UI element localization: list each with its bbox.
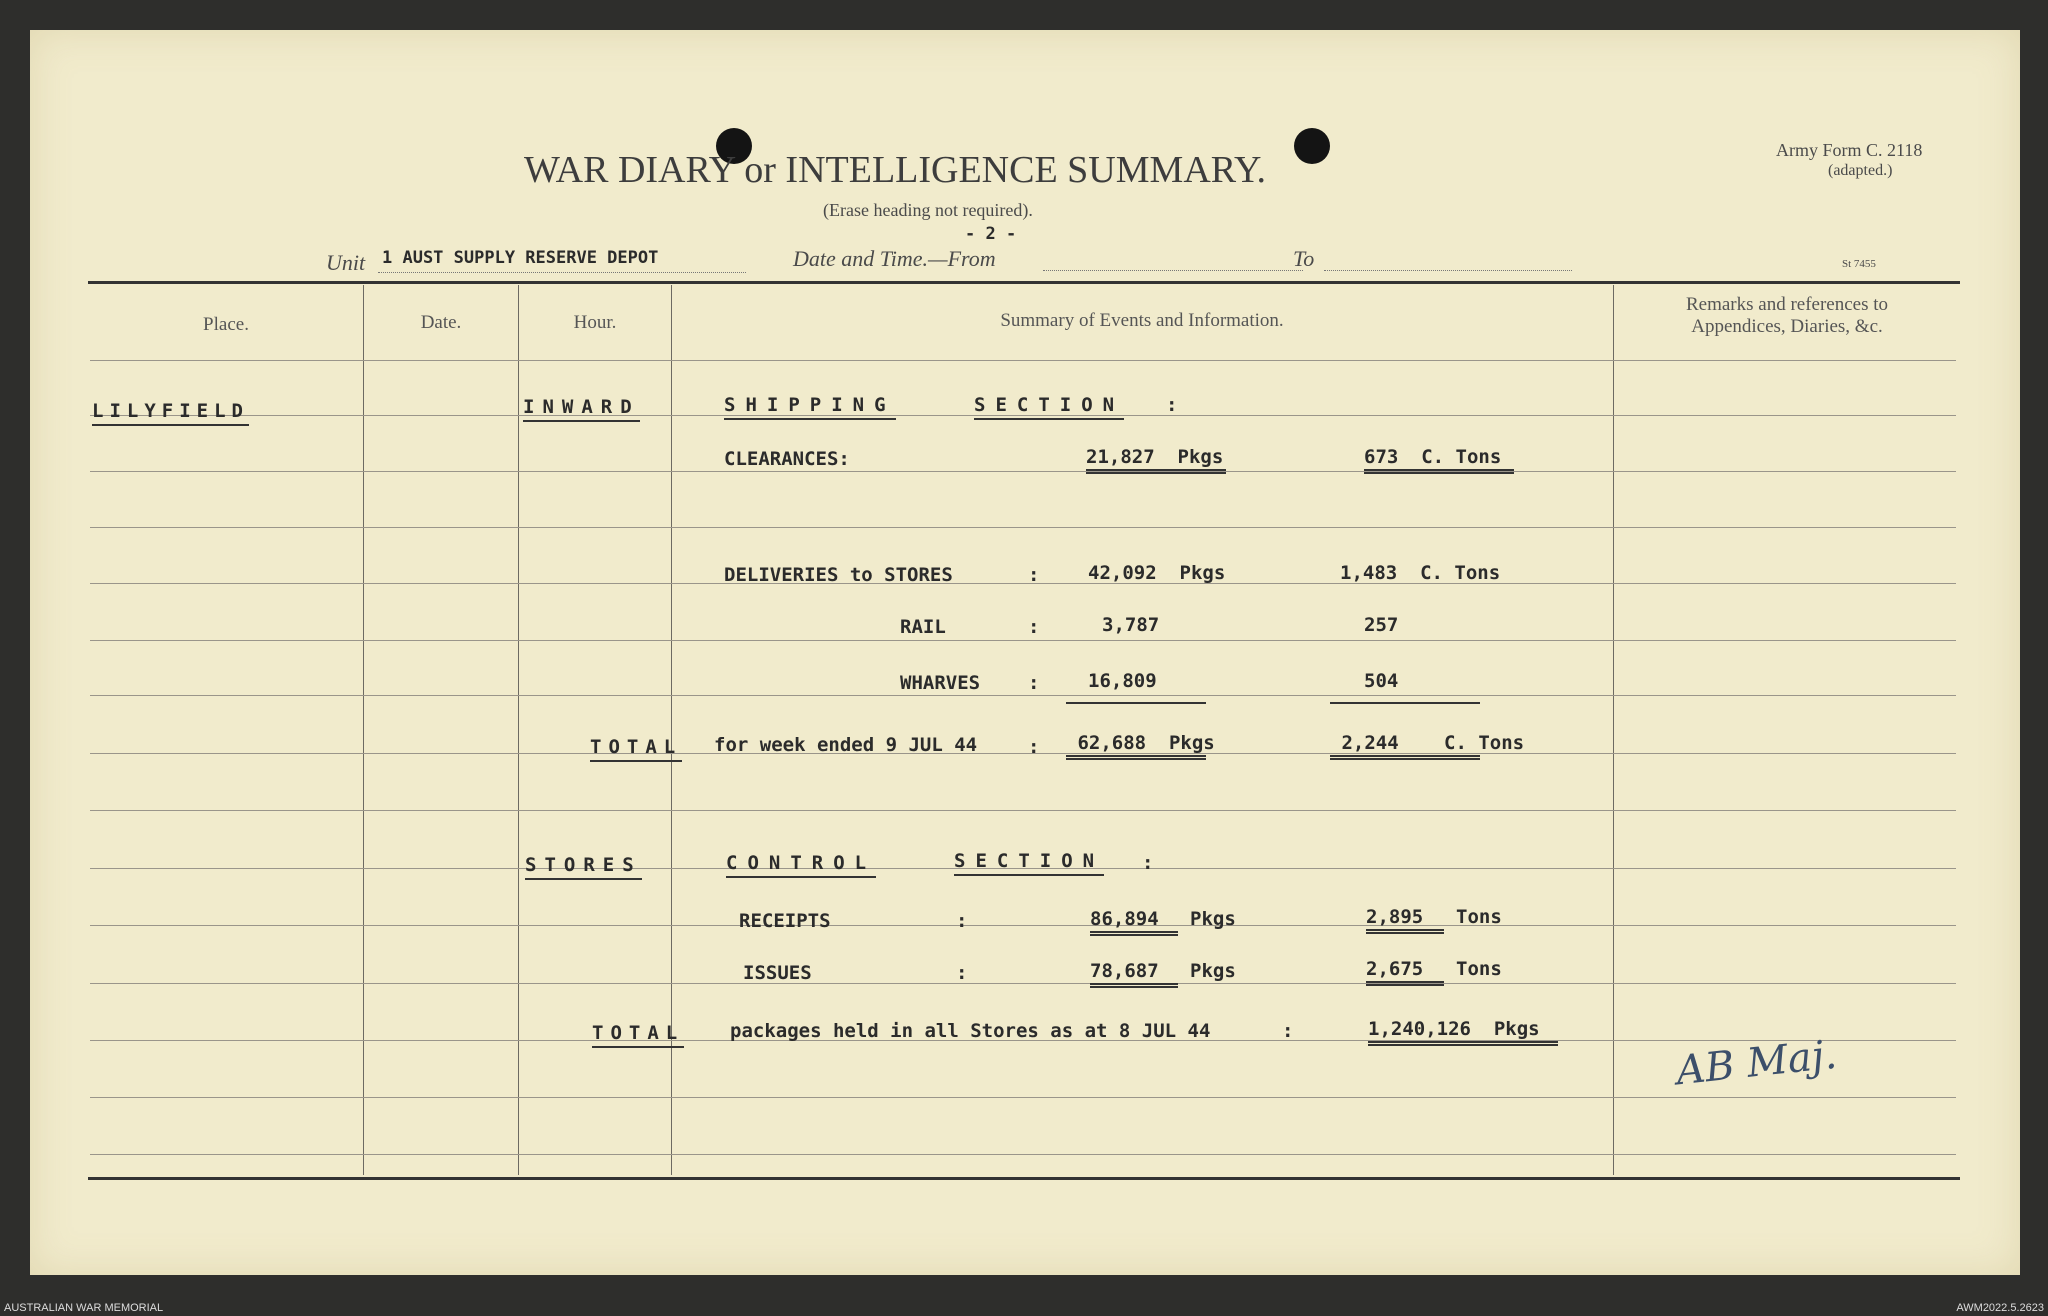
issues-pkgs: 78,687 — [1090, 960, 1178, 988]
form-title: WAR DIARY or INTELLIGENCE SUMMARY. — [524, 149, 1267, 191]
ruled-line — [90, 983, 1956, 984]
total-held-text: packages held in all Stores as at 8 JUL 44 — [730, 1020, 1211, 1042]
form-subtitle: (Erase heading not required). — [823, 200, 1033, 220]
total-held-pkgs-value: 1,240,126 — [1368, 1018, 1471, 1040]
clearances-pkgs-value: 21,827 — [1086, 446, 1155, 468]
issues-colon: : — [956, 962, 968, 984]
receipts-tons: 2,895 — [1366, 906, 1444, 934]
summary-remarks-divider — [1613, 285, 1614, 1175]
deliveries-tons — [1340, 562, 1500, 584]
total-held-word: TOTAL — [592, 1022, 684, 1048]
to-label: To — [1293, 246, 1315, 271]
footer-accession: AWM2022.5.2623 — [1956, 1302, 2044, 1314]
pkgs-unit: Pkgs — [1177, 446, 1224, 468]
clearances-tons — [1364, 446, 1514, 474]
rail-colon: : — [1028, 616, 1040, 638]
total-week-colon: : — [1028, 736, 1040, 758]
ruled-line — [90, 1154, 1956, 1155]
deliveries-tons-value: 1,483 — [1340, 562, 1398, 584]
form-code: St 7455 — [1842, 258, 1876, 270]
receipts-pkgs-unit: Pkgs — [1190, 908, 1236, 930]
issues-tons: 2,675 — [1366, 958, 1444, 986]
issues-pkgs-unit: Pkgs — [1190, 960, 1236, 982]
ruled-line — [90, 695, 1956, 696]
deliveries-pkgs — [1088, 562, 1225, 584]
wharves-label: WHARVES — [900, 672, 981, 694]
army-form-number: Army Form C. 2118 — [1776, 140, 1923, 160]
total-held-pkgs — [1368, 1018, 1558, 1046]
deliveries-pkgs-value: 42,092 — [1088, 562, 1157, 584]
inward-heading-colon: : — [1166, 394, 1178, 416]
issues-tons-unit: Tons — [1456, 958, 1502, 980]
rail-pkgs: 3,787 — [1102, 614, 1160, 636]
table-top-rule — [88, 281, 1960, 284]
place-entry: LILYFIELD — [92, 400, 249, 426]
receipts-label: RECEIPTS — [739, 910, 831, 932]
page-number: - 2 - — [965, 224, 1017, 244]
clearances-pkgs — [1086, 446, 1226, 474]
ruled-line — [90, 753, 1956, 754]
receipts-colon: : — [956, 910, 968, 932]
table-bottom-rule — [88, 1177, 1960, 1180]
ruled-line — [90, 925, 1956, 926]
col-hour: Hour. — [573, 312, 617, 333]
col-summary: Summary of Events and Information. — [1000, 310, 1284, 331]
diary-page — [30, 30, 2020, 1275]
ruled-line — [90, 471, 1956, 472]
inward-heading-3: SECTION — [974, 394, 1124, 420]
deliveries-colon: : — [1028, 564, 1040, 586]
pkgs-unit: Pkgs — [1179, 562, 1226, 584]
total-week-tons-value: 2,244 — [1341, 732, 1399, 754]
signature: AB Maj. — [1674, 1031, 1839, 1095]
total-week-tons-unit: C. Tons — [1444, 732, 1525, 754]
rail-tons: 257 — [1364, 614, 1399, 636]
stores-heading-1: STORES — [525, 854, 642, 880]
pkgs-unit: Pkgs — [1493, 1018, 1540, 1040]
ruled-line — [90, 583, 1956, 584]
inward-heading-2: SHIPPING — [724, 394, 896, 420]
receipts-pkgs: 86,894 — [1090, 908, 1178, 936]
col-date: Date. — [420, 312, 462, 333]
stores-heading-colon: : — [1142, 852, 1154, 874]
total-week-word: TOTAL — [590, 736, 682, 762]
ruled-line — [90, 640, 1956, 641]
ruled-line — [90, 527, 1956, 528]
stores-heading-3: SECTION — [954, 850, 1104, 876]
clearances-tons-value: 673 — [1364, 446, 1399, 468]
ctons-unit: C. Tons — [1421, 446, 1502, 468]
col-remarks-line2: Appendices, Diaries, &c. — [1691, 316, 1883, 337]
clearances-label: CLEARANCES: — [724, 448, 850, 470]
total-week-pkgs — [1066, 732, 1215, 760]
date-time-label: Date and Time.—From — [793, 246, 996, 271]
total-held-colon: : — [1282, 1020, 1294, 1042]
footer-source: AUSTRALIAN WAR MEMORIAL — [4, 1302, 164, 1314]
deliveries-label: DELIVERIES to STORES — [724, 564, 953, 586]
ruled-line — [90, 810, 1956, 811]
wharves-colon: : — [1028, 672, 1040, 694]
wharves-pkgs: 16,809 — [1088, 670, 1157, 692]
pkgs-unit: Pkgs — [1168, 732, 1215, 754]
inward-heading-1: INWARD — [523, 396, 640, 422]
ctons-unit: C. Tons — [1420, 562, 1501, 584]
ruled-line — [90, 360, 1956, 361]
col-place: Place. — [203, 314, 249, 335]
date-hour-divider — [518, 285, 519, 1175]
ruled-line — [90, 1097, 1956, 1098]
issues-label: ISSUES — [743, 962, 812, 984]
stores-heading-2: CONTROL — [726, 852, 876, 878]
adapted-note: (adapted.) — [1828, 162, 1893, 179]
unit-label: Unit — [326, 250, 366, 275]
unit-value: 1 AUST SUPPLY RESERVE DEPOT — [382, 248, 659, 268]
place-date-divider — [363, 285, 364, 1175]
col-remarks-line1: Remarks and references to — [1685, 294, 1889, 315]
punch-hole-right — [1294, 128, 1330, 164]
total-week-text: for week ended 9 JUL 44 — [714, 734, 978, 756]
total-week-pkgs-value: 62,688 — [1077, 732, 1147, 754]
rail-label: RAIL — [900, 616, 946, 638]
wharves-tons: 504 — [1364, 670, 1399, 692]
receipts-tons-unit: Tons — [1456, 906, 1502, 928]
